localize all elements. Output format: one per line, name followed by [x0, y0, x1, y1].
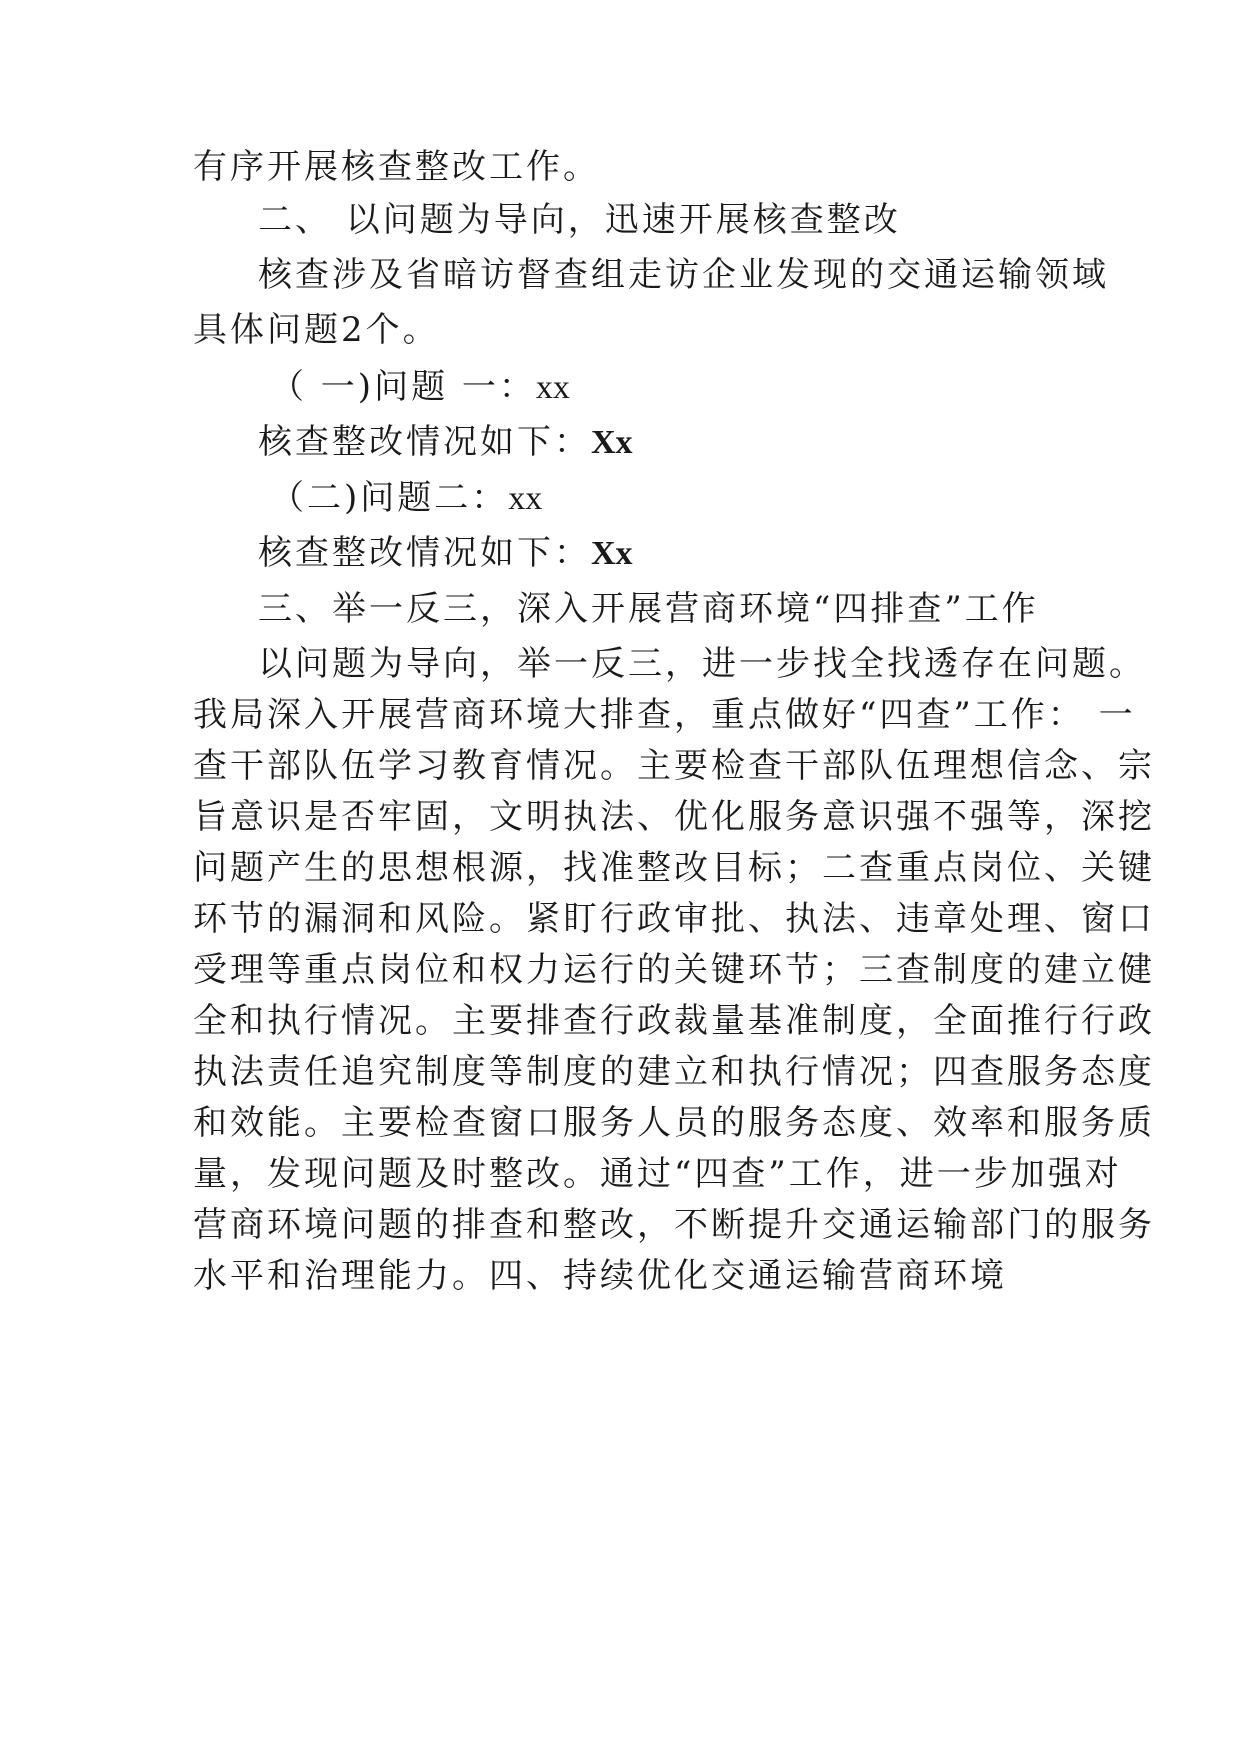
- text-line: 问题产生的思想根源，找准整改目标；二查重点岗位、关键: [193, 848, 1155, 888]
- issue-2-result-label: 核查整改情况如下：: [258, 533, 591, 573]
- text-line: 具体问题2个。: [193, 310, 440, 350]
- text-line: 受理等重点岗位和权力运行的关键环节；三查制度的建立健: [193, 950, 1155, 990]
- issue-2-result: [258, 533, 633, 574]
- section-heading-3: 三、举一反三，深入开展营商环境“四排查”工作: [258, 589, 1039, 629]
- text-line: 核查涉及省暗访督查组走访企业发现的交通运输领域: [258, 255, 1109, 295]
- text-line: 执法责任追究制度等制度的建立和执行情况；四查服务态度: [193, 1052, 1155, 1092]
- text-line: 旨意识是否牢固，文明执法、优化服务意识强不强等，深挖: [193, 797, 1155, 837]
- text-line: 量，发现问题及时整改。通过“四查”工作，进一步加强对: [193, 1154, 1122, 1194]
- issue-2-value: xx: [508, 480, 543, 517]
- issue-1-label: （ 一)问题 一：: [270, 367, 536, 407]
- text-line: 全和执行情况。主要排查行政裁量基准制度，全面推行行政: [193, 1001, 1155, 1041]
- text-line: 水平和治理能力。四、持续优化交通运输营商环境: [193, 1256, 1007, 1296]
- issue-2-result-value: Xx: [591, 535, 633, 572]
- text-line: 环节的漏洞和风险。紧盯行政审批、执法、违章处理、窗口: [193, 899, 1155, 939]
- issue-1-result: [258, 422, 633, 463]
- issue-1-heading: [270, 367, 570, 408]
- issue-1-result-value: Xx: [591, 424, 633, 461]
- text-line: 和效能。主要检查窗口服务人员的服务态度、效率和服务质: [193, 1103, 1155, 1143]
- issue-1-value: xx: [535, 369, 570, 406]
- issue-2-heading: [270, 478, 542, 519]
- issue-2-label: （二)问题二：: [270, 478, 509, 518]
- issue-1-result-label: 核查整改情况如下：: [258, 422, 591, 462]
- section-heading-2: 二、 以问题为导向，迅速开展核查整改: [258, 200, 901, 240]
- text-line: 营商环境问题的排查和整改，不断提升交通运输部门的服务: [193, 1205, 1155, 1245]
- text-line: 我局深入开展营商环境大排查，重点做好“四查”工作： 一: [193, 695, 1136, 735]
- text-line: 有序开展核查整改工作。: [193, 147, 600, 187]
- text-line: 以问题为导向，举一反三，进一步找全找透存在问题。: [258, 644, 1146, 684]
- text-line: 查干部队伍学习教育情况。主要检查干部队伍理想信念、宗: [193, 746, 1155, 786]
